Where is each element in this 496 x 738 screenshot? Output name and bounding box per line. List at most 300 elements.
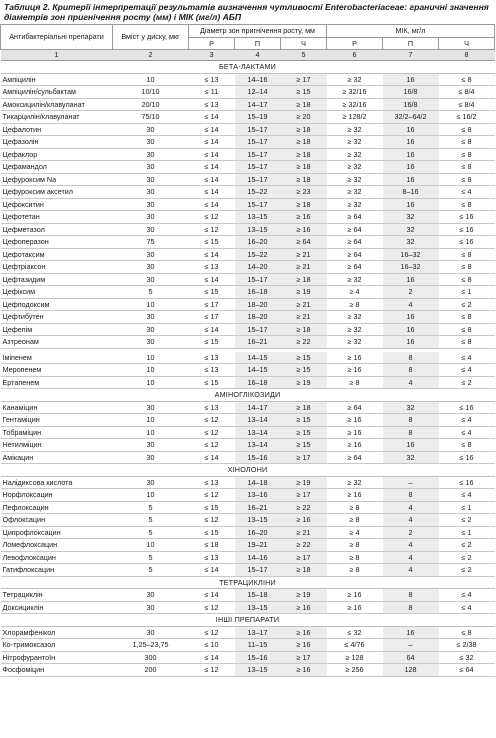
table-cell: ≤ 18 [189, 539, 235, 552]
table-cell: ≥ 18 [281, 98, 327, 111]
table-row [1, 426, 495, 439]
table-cell: ≤ 4 [439, 364, 495, 377]
header-mic-r: Р [327, 37, 383, 50]
table-cell: ≥ 18 [281, 273, 327, 286]
table-cell: 30 [113, 248, 189, 261]
table-cell: 15–16 [235, 451, 281, 464]
table-cell: ≤ 8 [439, 336, 495, 349]
table-cell: 13–15 [235, 601, 281, 614]
table-row [1, 401, 495, 414]
drug-name: Цефокситин [1, 198, 113, 211]
table-cell: ≥ 15 [281, 352, 327, 364]
table-row [1, 376, 495, 389]
table-cell: 8 [383, 489, 439, 502]
table-cell: ≥ 64 [327, 261, 383, 274]
table-cell: – [383, 476, 439, 489]
table-row [1, 273, 495, 286]
table-row [1, 352, 495, 364]
table-cell: ≥ 8 [327, 539, 383, 552]
table-cell: 14–16 [235, 73, 281, 86]
drug-name: Амоксицилін/клавуланат [1, 98, 113, 111]
table-cell: 30 [113, 223, 189, 236]
table-cell: 16 [383, 148, 439, 161]
table-cell: ≤ 1 [439, 286, 495, 299]
table-cell: ≤ 4/76 [327, 639, 383, 652]
table-cell: 13–14 [235, 414, 281, 427]
table-cell: 18–20 [235, 311, 281, 324]
table-cell: 14–15 [235, 352, 281, 364]
table-row [1, 311, 495, 324]
table-cell: ≤ 8 [439, 439, 495, 452]
table-cell: ≤ 14 [189, 323, 235, 336]
table-cell: 16–21 [235, 336, 281, 349]
table-row [1, 651, 495, 664]
column-number: 1 [1, 50, 113, 61]
table-cell: ≤ 8/4 [439, 98, 495, 111]
table-cell: 75/10 [113, 111, 189, 124]
table-cell: ≥ 21 [281, 311, 327, 324]
table-caption [4, 2, 494, 22]
table-cell: 30 [113, 211, 189, 224]
section-title: ХІНОЛОНИ [1, 464, 495, 477]
section-title: ІНШІ ПРЕПАРАТИ [1, 614, 495, 627]
table-cell: ≤ 15 [189, 286, 235, 299]
caption-line-2: діаметрів зон пригнічення росту (мм) і МІК (мг/л) АБП [4, 12, 242, 22]
table-cell: ≥ 32 [327, 161, 383, 174]
table-cell: ≥ 16 [281, 664, 327, 677]
column-number: 4 [235, 50, 281, 61]
table-cell: 16–21 [235, 501, 281, 514]
table-cell: ≤ 12 [189, 211, 235, 224]
table-cell: ≤ 4 [439, 601, 495, 614]
table-cell: 5 [113, 551, 189, 564]
table-cell: ≤ 13 [189, 401, 235, 414]
table-cell: 30 [113, 439, 189, 452]
table-cell: 20/10 [113, 98, 189, 111]
table-cell: 16 [383, 626, 439, 639]
table-row [1, 551, 495, 564]
table-cell: ≥ 18 [281, 198, 327, 211]
table-cell: ≤ 16 [439, 401, 495, 414]
table-cell: 15–16 [235, 651, 281, 664]
table-cell: ≤ 14 [189, 564, 235, 577]
table-cell: 16 [383, 311, 439, 324]
table-cell: ≥ 32 [327, 148, 383, 161]
section-title: АМІНОГЛІКОЗИДИ [1, 389, 495, 402]
table-cell: 32/2–64/2 [383, 111, 439, 124]
table-cell: 15–19 [235, 111, 281, 124]
table-cell: 14–17 [235, 98, 281, 111]
table-cell: 30 [113, 198, 189, 211]
table-cell: ≥ 18 [281, 401, 327, 414]
table-body [1, 61, 495, 677]
table-cell: ≤ 14 [189, 186, 235, 199]
table-cell: ≤ 4 [439, 352, 495, 364]
table-cell: 16 [383, 198, 439, 211]
table-cell: ≥ 17 [281, 551, 327, 564]
table-cell: ≤ 2 [439, 551, 495, 564]
table-cell: 12–14 [235, 86, 281, 99]
table-cell: 16 [383, 173, 439, 186]
table-cell: ≤ 12 [189, 414, 235, 427]
table-cell: 128 [383, 664, 439, 677]
drug-name: Цефотетан [1, 211, 113, 224]
table-row [1, 86, 495, 99]
table-cell: ≥ 20 [281, 111, 327, 124]
header-mic-p: П [383, 37, 439, 50]
table-cell: 4 [383, 514, 439, 527]
table-cell: 30 [113, 323, 189, 336]
table-cell: ≤ 8 [439, 173, 495, 186]
table-cell: ≤ 4 [439, 186, 495, 199]
table-cell: ≥ 18 [281, 123, 327, 136]
table-cell: ≤ 8 [439, 73, 495, 86]
table-cell: ≤ 15 [189, 376, 235, 389]
table-cell: ≤ 12 [189, 439, 235, 452]
table-cell: ≤ 17 [189, 298, 235, 311]
table-cell: ≥ 17 [281, 489, 327, 502]
table-cell: 16–20 [235, 526, 281, 539]
table-cell: 15–17 [235, 173, 281, 186]
table-cell: 30 [113, 261, 189, 274]
drug-name: Цефоперазон [1, 236, 113, 249]
table-cell: ≥ 19 [281, 376, 327, 389]
table-cell: ≥ 15 [281, 439, 327, 452]
column-number: 6 [327, 50, 383, 61]
table-cell: 4 [383, 564, 439, 577]
table-row [1, 501, 495, 514]
table-cell: 4 [383, 298, 439, 311]
table-cell: ≤ 8/4 [439, 86, 495, 99]
drug-name: Цефіксим [1, 286, 113, 299]
table-row [1, 123, 495, 136]
table-cell: ≤ 8 [439, 136, 495, 149]
table-cell: 13–15 [235, 211, 281, 224]
table-cell: ≥ 64 [327, 401, 383, 414]
table-row [1, 539, 495, 552]
drug-name: Нетилміцин [1, 439, 113, 452]
drug-name: Цефамандол [1, 161, 113, 174]
header-mic-ch: Ч [439, 37, 495, 50]
header-drug: Антибактеріальні препарати [1, 25, 113, 50]
header-disk-content: Вміст у диску, мкг [113, 25, 189, 50]
table-cell: ≤ 13 [189, 261, 235, 274]
table-cell: 15–17 [235, 161, 281, 174]
drug-name: Цефепім [1, 323, 113, 336]
table-row [1, 514, 495, 527]
table-cell: 8 [383, 589, 439, 602]
column-number: 3 [189, 50, 235, 61]
table-cell: 14–20 [235, 261, 281, 274]
table-row [1, 626, 495, 639]
table-cell: ≥ 18 [281, 564, 327, 577]
drug-name: Тетрациклін [1, 589, 113, 602]
table-cell: ≤ 14 [189, 161, 235, 174]
table-row [1, 589, 495, 602]
table-cell: ≤ 8 [439, 311, 495, 324]
table-row [1, 136, 495, 149]
table-cell: 30 [113, 476, 189, 489]
table-cell: ≤ 12 [189, 426, 235, 439]
drug-name: Налідиксова кислота [1, 476, 113, 489]
drug-name: Тобраміцин [1, 426, 113, 439]
table-cell: 10 [113, 73, 189, 86]
table-cell: ≥ 21 [281, 298, 327, 311]
column-number: 2 [113, 50, 189, 61]
table-cell: 5 [113, 286, 189, 299]
table-cell: ≤ 16 [439, 476, 495, 489]
section-header [1, 389, 495, 402]
table-cell: ≥ 16 [281, 601, 327, 614]
table-cell: 16 [383, 123, 439, 136]
table-cell: ≥ 32 [327, 186, 383, 199]
table-cell: ≥ 32 [327, 198, 383, 211]
table-cell: 32 [383, 223, 439, 236]
table-cell: ≥ 15 [281, 426, 327, 439]
caption-line-1: Таблиця 2. Критерії інтерпретації результатів визначення чутливості Enterobacteriaceae: граничні значення [4, 2, 489, 12]
table-cell: 300 [113, 651, 189, 664]
table-cell: 32 [383, 211, 439, 224]
table-cell: 30 [113, 451, 189, 464]
table-cell: ≤ 15 [189, 526, 235, 539]
table-cell: ≤ 13 [189, 98, 235, 111]
table-cell: 8 [383, 352, 439, 364]
table-cell: ≤ 8 [439, 273, 495, 286]
table-row [1, 286, 495, 299]
table-cell: ≥ 32 [327, 173, 383, 186]
table-cell: 15–17 [235, 198, 281, 211]
table-cell: ≤ 15 [189, 236, 235, 249]
table-cell: ≥ 16 [281, 514, 327, 527]
table-cell: ≥ 32 [327, 311, 383, 324]
table-cell: 16 [383, 161, 439, 174]
drug-name: Ко-тримоксазол [1, 639, 113, 652]
table-row [1, 664, 495, 677]
table-row [1, 161, 495, 174]
table-cell: ≤ 2 [439, 514, 495, 527]
table-cell: 10 [113, 376, 189, 389]
table-cell: ≤ 8 [439, 161, 495, 174]
drug-name: Норфлоксацин [1, 489, 113, 502]
table-cell: ≤ 8 [439, 148, 495, 161]
table-cell: 10 [113, 298, 189, 311]
header-zone-p: П [235, 37, 281, 50]
table-cell: ≤ 12 [189, 489, 235, 502]
table-cell: ≥ 18 [281, 136, 327, 149]
table-row [1, 639, 495, 652]
table-row [1, 186, 495, 199]
table-cell: 10 [113, 352, 189, 364]
table-cell: 16 [383, 323, 439, 336]
table-cell: 5 [113, 501, 189, 514]
table-cell: ≤ 14 [189, 273, 235, 286]
table-cell: ≥ 8 [327, 376, 383, 389]
table-cell: ≥ 64 [327, 451, 383, 464]
table-cell: ≥ 22 [281, 501, 327, 514]
table-cell: ≥ 16 [281, 626, 327, 639]
table-cell: ≤ 16/2 [439, 111, 495, 124]
table-cell: ≥ 8 [327, 551, 383, 564]
table-cell: 16/8 [383, 98, 439, 111]
table-cell: ≤ 13 [189, 476, 235, 489]
drug-name: Хлорамфенікол [1, 626, 113, 639]
table-cell: ≥ 128 [327, 651, 383, 664]
drug-name: Цефтибутен [1, 311, 113, 324]
table-cell: ≤ 14 [189, 248, 235, 261]
drug-name: Цефуроксим Na [1, 173, 113, 186]
table-cell: ≤ 4 [439, 589, 495, 602]
header-mic: МІК, мг/л [327, 25, 495, 38]
table-cell: ≥ 4 [327, 286, 383, 299]
table-cell: 5 [113, 526, 189, 539]
table-cell: ≥ 16 [327, 489, 383, 502]
table-cell: 30 [113, 186, 189, 199]
drug-name: Ампіцилін [1, 73, 113, 86]
table-cell: 16/8 [383, 86, 439, 99]
table-cell: 16 [383, 273, 439, 286]
table-cell: ≤ 14 [189, 123, 235, 136]
table-cell: 30 [113, 601, 189, 614]
table-cell: ≥ 15 [281, 86, 327, 99]
table-cell: 16–18 [235, 376, 281, 389]
table-cell: 15–17 [235, 273, 281, 286]
table-cell: ≥ 128/2 [327, 111, 383, 124]
table-cell: ≥ 21 [281, 261, 327, 274]
table-row [1, 476, 495, 489]
table-cell: ≥ 8 [327, 501, 383, 514]
table-cell: 30 [113, 589, 189, 602]
table-cell: ≥ 15 [281, 414, 327, 427]
table-cell: 30 [113, 336, 189, 349]
drug-name: Ломефлоксацин [1, 539, 113, 552]
table-cell: 30 [113, 273, 189, 286]
section-header [1, 576, 495, 589]
header-zone-diameter: Діаметр зон пригнічення росту, мм [189, 25, 327, 38]
table-cell: 16–20 [235, 236, 281, 249]
table-cell: ≤ 8 [439, 198, 495, 211]
drug-name: Меропенем [1, 364, 113, 377]
table-cell: 11–15 [235, 639, 281, 652]
table-cell: 15–17 [235, 123, 281, 136]
table-cell: ≤ 16 [439, 223, 495, 236]
table-row [1, 298, 495, 311]
section-title: БЕТА-ЛАКТАМИ [1, 61, 495, 74]
table-cell: ≤ 2 [439, 298, 495, 311]
drug-name: Цефуроксим аксетил [1, 186, 113, 199]
table-cell: 13–15 [235, 514, 281, 527]
table-cell: ≤ 13 [189, 551, 235, 564]
table-cell: ≤ 12 [189, 626, 235, 639]
table-cell: 10 [113, 414, 189, 427]
table-cell: 13–15 [235, 664, 281, 677]
table-cell: ≤ 14 [189, 651, 235, 664]
table-cell: 8–16 [383, 186, 439, 199]
table-cell: ≥ 18 [281, 173, 327, 186]
drug-name: Цефалотин [1, 123, 113, 136]
table-row [1, 248, 495, 261]
table-cell: 14–18 [235, 476, 281, 489]
table-cell: ≥ 64 [281, 236, 327, 249]
table-row [1, 223, 495, 236]
table-cell: ≥ 32 [327, 336, 383, 349]
table-cell: ≥ 64 [327, 223, 383, 236]
table-cell: ≥ 32 [327, 476, 383, 489]
table-row [1, 173, 495, 186]
table-cell: 15–17 [235, 323, 281, 336]
table-cell: ≤ 12 [189, 664, 235, 677]
susceptibility-table [0, 24, 495, 677]
table-cell: ≥ 17 [281, 651, 327, 664]
table-row [1, 526, 495, 539]
table-cell: ≥ 19 [281, 476, 327, 489]
drug-name: Тикарцилін/клавуланат [1, 111, 113, 124]
table-cell: 14–15 [235, 364, 281, 377]
drug-name: Ампіцилін/сульбактам [1, 86, 113, 99]
table-cell: ≤ 2/38 [439, 639, 495, 652]
table-cell: ≥ 32 [327, 273, 383, 286]
table-row [1, 564, 495, 577]
table-cell: ≤ 32 [327, 626, 383, 639]
table-cell: 19–21 [235, 539, 281, 552]
table-cell: ≥ 64 [327, 236, 383, 249]
table-row [1, 439, 495, 452]
table-cell: 1,25–23,75 [113, 639, 189, 652]
table-cell: ≤ 17 [189, 311, 235, 324]
table-cell: 75 [113, 236, 189, 249]
drug-name: Гентаміцин [1, 414, 113, 427]
table-cell: ≤ 2 [439, 376, 495, 389]
table-row [1, 336, 495, 349]
table-row [1, 414, 495, 427]
table-cell: ≥ 32 [327, 123, 383, 136]
drug-name: Нітрофурантоїн [1, 651, 113, 664]
table-cell: ≥ 8 [327, 564, 383, 577]
table-cell: 15–17 [235, 148, 281, 161]
table-cell: ≥ 16 [327, 589, 383, 602]
table-cell: 8 [383, 364, 439, 377]
table-cell: – [383, 639, 439, 652]
drug-name: Ертапенем [1, 376, 113, 389]
table-cell: ≥ 32/16 [327, 98, 383, 111]
table-row [1, 236, 495, 249]
drug-name: Цефаклор [1, 148, 113, 161]
table-cell: ≤ 12 [189, 223, 235, 236]
drug-name: Цефтазидим [1, 273, 113, 286]
table-cell: ≥ 17 [281, 73, 327, 86]
table-cell: 4 [383, 376, 439, 389]
table-cell: ≥ 32 [327, 73, 383, 86]
table-cell: ≤ 14 [189, 136, 235, 149]
table-cell: ≥ 16 [327, 352, 383, 364]
table-row [1, 451, 495, 464]
table-cell: 15–22 [235, 186, 281, 199]
table-cell: ≥ 18 [281, 323, 327, 336]
table-cell: 5 [113, 564, 189, 577]
table-cell: ≥ 4 [327, 526, 383, 539]
table-cell: ≤ 14 [189, 111, 235, 124]
drug-name: Офлоксацин [1, 514, 113, 527]
table-cell: 2 [383, 526, 439, 539]
table-cell: 2 [383, 286, 439, 299]
table-cell: ≤ 8 [439, 248, 495, 261]
table-cell: ≥ 16 [327, 414, 383, 427]
table-cell: 16 [383, 336, 439, 349]
table-cell: 13–16 [235, 489, 281, 502]
table-cell: ≥ 8 [327, 298, 383, 311]
table-row [1, 364, 495, 377]
header-zone-ch: Ч [281, 37, 327, 50]
table-row [1, 198, 495, 211]
